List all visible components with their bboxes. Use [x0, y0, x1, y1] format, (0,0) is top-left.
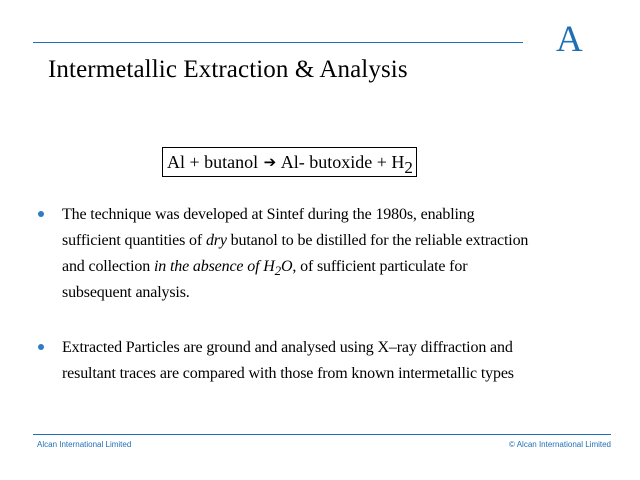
arrow-right-icon: ➔	[263, 153, 277, 171]
bullet-line	[62, 254, 622, 280]
bullet-italic-text: dry	[205, 232, 227, 249]
bullet-italic-text: O	[281, 258, 293, 275]
bullet-item-extraction	[62, 335, 622, 387]
bullet-italic-text: in the absence of H	[153, 258, 275, 275]
bullet-dot-icon	[38, 344, 44, 350]
alcan-logo-letter: A	[556, 19, 583, 60]
bullet-text: and collection	[62, 258, 154, 275]
bullet-line: subsequent analysis.	[62, 284, 190, 301]
bullet-text: , of sufficient particulate for	[292, 258, 468, 275]
bullet-line: resultant traces are compared with those from known intermetallic types	[62, 365, 514, 382]
bullet-item-technique	[62, 202, 622, 306]
footer-company: Alcan International Limited	[37, 440, 132, 449]
footer-copyright: © Alcan International Limited	[509, 440, 611, 449]
bullet-text: butanol to be distilled for the reliable extraction	[226, 232, 529, 249]
bullet-line	[62, 228, 622, 254]
bullet-dot-icon	[38, 211, 44, 217]
bullet-line: Extracted Particles are ground and analysed using X–ray diffraction and	[62, 339, 513, 356]
equation-products: Al- butoxide + H	[280, 152, 405, 172]
bullet-subscript: 2	[274, 263, 281, 278]
reaction-equation	[162, 147, 417, 177]
bullet-text: sufficient quantities of	[62, 232, 206, 249]
bullet-line: The technique was developed at Sintef during the 1980s, enabling	[62, 206, 475, 223]
slide-title: Intermetallic Extraction & Analysis	[48, 56, 408, 83]
equation-subscript: 2	[404, 158, 413, 177]
header-rule	[33, 42, 523, 43]
equation-reactants: Al + butanol	[167, 152, 259, 172]
footer-rule	[33, 434, 611, 435]
